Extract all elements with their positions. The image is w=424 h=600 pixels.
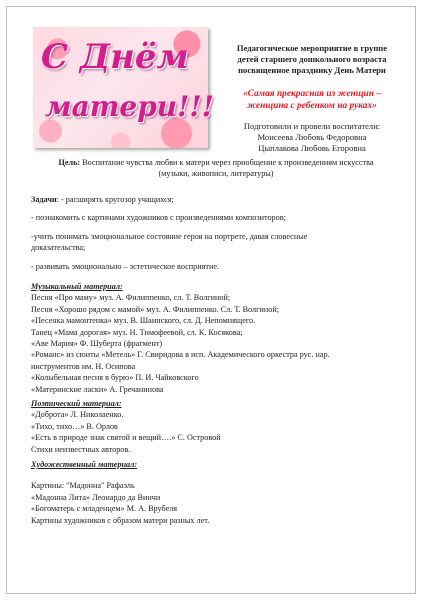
music-item: Песня «Про маму» муз. А. Филиппенко, сл. Т. Волгиной; [31, 293, 231, 303]
theme-line: «Самая прекрасная из женщин – [242, 89, 382, 99]
task-item: доказательства; [31, 243, 86, 253]
poetry-item: «Доброта» Л. Николаенко. [31, 410, 124, 420]
goal-label: Цель: [58, 158, 81, 167]
tasks-section [31, 194, 401, 272]
music-item: «Романс» из сюиты «Метель» Г. Свиридова в исп. Академического оркестра рус. нар. [31, 350, 330, 360]
goal-section [31, 157, 401, 180]
music-item: «Материнские ласки» А. Гречанинова [31, 384, 164, 394]
teachers-info [218, 121, 406, 154]
event-line: детей старшего дошкольного возраста [237, 54, 387, 64]
task-item: - развивать эмоционально – эстетическое восприятие. [31, 261, 220, 271]
event-description [218, 43, 406, 76]
music-item: «Песенка мамонтенка» муз. В. Шаинского, сл. Д. Непомнящего. [31, 316, 256, 326]
art-item: «Мадонна Лита» Леонардо да Винчи [31, 492, 161, 502]
art-item: «Богоматерь с младенцем» М. А. Врубеля [31, 504, 178, 514]
event-theme [218, 88, 406, 112]
event-line: Педагогическое мероприятие в группе [236, 43, 388, 53]
music-section [31, 281, 401, 395]
music-item: «Аве Мария» Ф. Шуберта (фрагмент) [31, 339, 163, 349]
event-line: посвященное празднику День Матери [238, 65, 386, 75]
theme-line: женщина с ребенком на руках» [247, 101, 377, 111]
poetry-item: «Есть в природе знак святой и вещий….» С. Островой [31, 433, 221, 443]
music-section-title: Музыкальный материал: [31, 282, 123, 291]
poetry-item: Стихи неизвестных авторов. [31, 444, 131, 454]
art-item: Картины художников с образом матери разных лет. [31, 515, 210, 525]
poetry-section [31, 398, 401, 455]
task-item: -учить понимать эмоциональное состояние героя на портрете, давая словесные [31, 231, 308, 241]
teacher-name: Моисеева Любовь Федоровна [257, 132, 367, 142]
poetry-section-title: Поэтический материал: [31, 399, 122, 408]
teachers-line: Подготовили и провели воспитатели: [243, 121, 381, 131]
banner-line2: матери!!! [45, 90, 215, 123]
goal-text: Воспитание чувства любви к матери через приобщение к произведениям искусства [80, 158, 374, 167]
art-item: Картины: "Мадонна" Рафаэль [31, 481, 135, 491]
task-item: - познакомить с картинами художников с произведениями композиторов; [31, 213, 286, 223]
art-section-title: Художественный материал: [31, 460, 138, 469]
teacher-name: Цыплакова Любовь Егоровна [258, 143, 366, 153]
banner-line1: С Днём [41, 37, 189, 77]
poetry-item: «Тихо, тихо…» В. Орлов [31, 421, 118, 431]
music-item: «Колыбельная песня в бурю» П. И. Чайковского [31, 373, 199, 383]
music-item: Песня «Хорошо рядом с мамой» муз. А. Филиппенко. Сл. Т. Волгиной; [31, 304, 279, 314]
goal-text-continued: (музыки, живописи, литературы) [158, 169, 274, 179]
music-item: Танец «Мама дорогая» муз. Н. Тимофеевой, сл. К. Косякова; [31, 327, 243, 337]
mothers-day-banner-image [33, 27, 215, 148]
event-header [218, 43, 406, 154]
art-section [31, 459, 401, 526]
tasks-label: Задачи [31, 195, 57, 204]
music-item: инструментов им. Н. Осипова [31, 361, 136, 371]
task-item: : - расширять кругозор учащихся; [56, 195, 174, 204]
